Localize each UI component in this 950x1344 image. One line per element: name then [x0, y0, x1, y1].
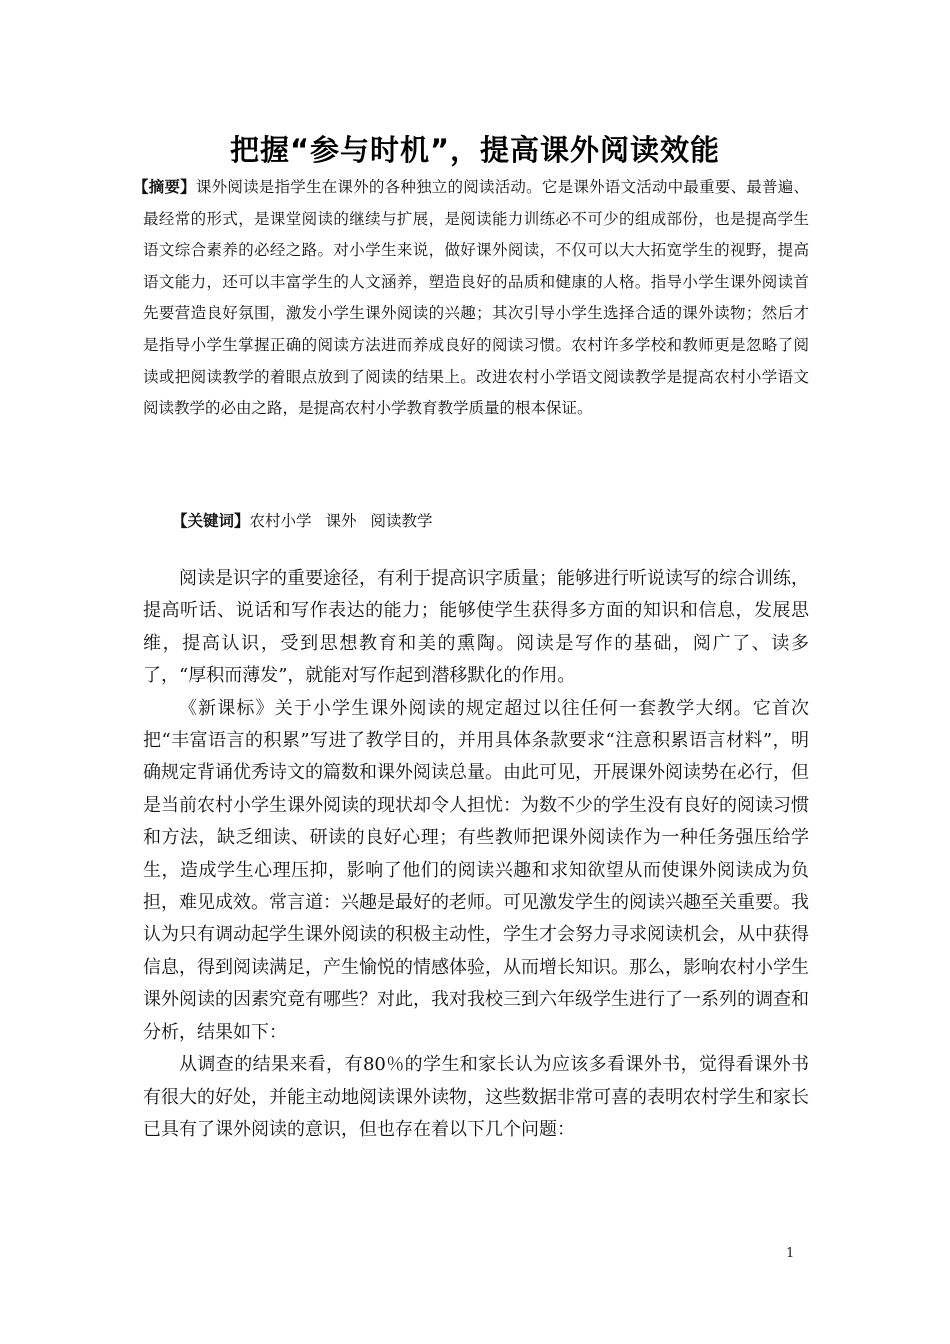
body-text [143, 563, 809, 1146]
keyword-item: 阅读教学 [370, 512, 433, 530]
keyword-item: 农村小学 [249, 512, 312, 530]
document-title: 把握“参与时机”，提高课外阅读效能 [229, 133, 721, 167]
paragraph: 从调查的结果来看，有80％的学生和家长认为应该多看课外书，觉得看课外书有很大的好处，并能主动地阅读课外读物，这些数据非常可喜的表明农村学生和家长已具有了课外阅读的意识，但也存在着以下几个问题： [143, 1054, 809, 1140]
page-number: 1 [786, 1246, 795, 1261]
abstract-section [133, 172, 809, 425]
abstract-text: 课外阅读是指学生在课外的各种独立的阅读活动。它是课外语文活动中最重要、最普遍、最经常的形式，是课堂阅读的继续与扩展，是阅读能力训练必不可少的组成部份，也是提高学生语文综合素养的必经之路。对小学生来说，做好课外阅读，不仅可以大大拓宽学生的视野，提高语文能力，还可以丰富学生的人文涵养，塑造良好的品质和健康的人格。指导小学生课外阅读首先要营造良好氛围，激发小学生课外阅读的兴趣；其次引导小学生选择合适的课外读物；然后才是指导小学生掌握正确的阅读方法进而养成良好的阅读习惯。农村许多学校和教师更是忽略了阅读或把阅读教学的着眼点放到了阅读的结果上。改进农村小学语文阅读教学是提高农村小学语文阅读教学的必由之路，是提高农村小学教育教学质量的根本保证。 [143, 178, 809, 418]
keywords-label: 【关键词】 [172, 512, 250, 530]
keywords-section [172, 506, 447, 536]
paragraph: 阅读是识字的重要途径，有利于提高识字质量；能够进行听说读写的综合训练，提高听话、说话和写作表达的能力；能够使学生获得多方面的知识和信息，发展思维，提高认识，受到思想教育和美的熏陶。阅读是写作的基础，阅广了、读多了，“厚积而薄发”，就能对写作起到潜移默化的作用。 [143, 568, 809, 687]
paragraph: 《新课标》关于小学生课外阅读的规定超过以往任何一套教学大纲。它首次把“丰富语言的积累”写进了教学目的，并用具体条款要求“注意积累语言材料”，明确规定背诵优秀诗文的篇数和课外阅读总量。由此可见，开展课外阅读势在必行，但是当前农村小学生课外阅读的现状却令人担忧：为数不少的学生没有良好的阅读习惯和方法，缺乏细读、研读的良好心理；有些教师把课外阅读作为一种任务强压给学生，造成学生心理压抑，影响了他们的阅读兴趣和求知欲望从而使课外阅读成为负担，难见成效。常言道：兴趣是最好的老师。可见激发学生的阅读兴趣至关重要。我认为只有调动起学生课外阅读的积极主动性，学生才会努力寻求阅读机会，从中获得信息，得到阅读满足，产生愉悦的情感体验，从而增长知识。那么，影响农村小学生课外阅读的因素究竟有哪些？对此，我对我校三到六年级学生进行了一系列的调查和分析，结果如下： [143, 697, 809, 1043]
keyword-item: 课外 [325, 512, 357, 530]
abstract-label: 【摘要】 [133, 178, 196, 196]
